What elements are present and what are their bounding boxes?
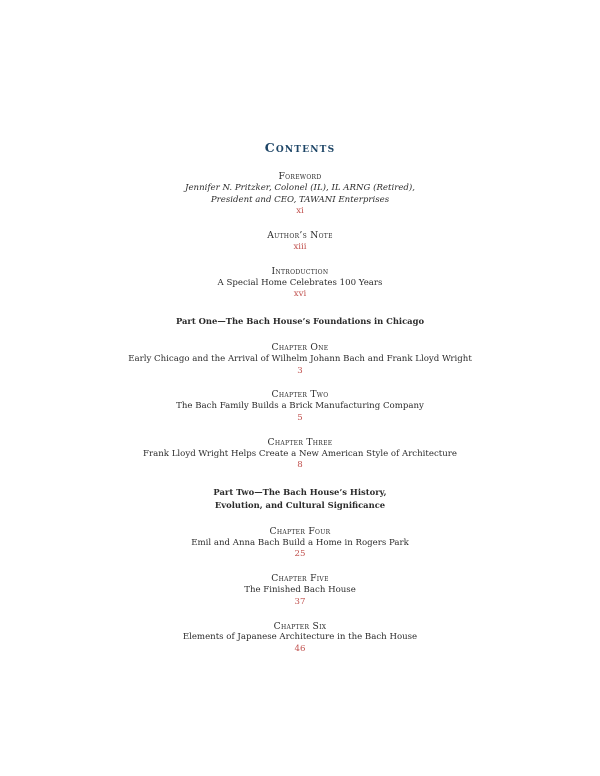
toc-part-one-title: Part One—The Bach House’s Foundations in Chicago	[175, 316, 425, 327]
toc-subtitle-chapter-two: The Bach Family Builds a Brick Manufacturing Company	[176, 401, 424, 412]
toc-subtitle-chapter-five: The Finished Bach House	[244, 584, 356, 595]
toc-page-authors-note[interactable]: xiii	[293, 241, 307, 252]
toc-entry-chapter-one	[0, 342, 600, 377]
toc-entry-chapter-three	[0, 437, 600, 472]
toc-part-two-line2: Evolution, and Cultural Significance	[214, 499, 386, 510]
toc-heading-authors-note: Author’s Note	[267, 230, 333, 242]
toc-subtitle-foreword-line2: President and CEO, TAWANI Enterprises	[210, 194, 390, 205]
toc-entry-chapter-six	[0, 621, 600, 656]
toc-entry-chapter-four	[0, 526, 600, 561]
toc-heading-chapter-six: Chapter Six	[273, 620, 327, 632]
toc-page-chapter-four[interactable]: 25	[294, 549, 306, 560]
page-title: Contents	[264, 140, 336, 155]
toc-entry-introduction	[0, 266, 600, 301]
toc-page-foreword[interactable]: xi	[296, 206, 304, 217]
toc-heading-chapter-four: Chapter Four	[269, 525, 331, 537]
toc-page-chapter-three[interactable]: 8	[297, 460, 303, 471]
toc-heading-introduction: Introduction	[271, 265, 329, 277]
toc-page-chapter-two[interactable]: 5	[297, 412, 303, 423]
toc-subtitle-introduction: A Special Home Celebrates 100 Years	[217, 277, 383, 288]
toc-entry-chapter-two	[0, 389, 600, 424]
toc-page-introduction[interactable]: xvi	[293, 289, 307, 300]
toc-heading-foreword: Foreword	[278, 171, 322, 182]
toc-page-chapter-one[interactable]: 3	[297, 365, 303, 376]
toc-subtitle-chapter-one: Early Chicago and the Arrival of Wilhelm Johann Bach and Frank Lloyd Wright	[128, 353, 472, 364]
toc-subtitle-chapter-three: Frank Lloyd Wright Helps Create a New American Style of Architecture	[143, 448, 457, 459]
toc-heading-chapter-one: Chapter One	[271, 341, 329, 353]
toc-entry-foreword	[0, 171, 600, 218]
toc-part-one	[0, 315, 600, 328]
table-of-contents	[0, 171, 600, 656]
toc-heading-chapter-three: Chapter Three	[267, 436, 333, 448]
toc-page-chapter-five[interactable]: 37	[294, 596, 306, 607]
toc-subtitle-foreword-line1: Jennifer N. Pritzker, Colonel (IL), IL ARNG (Retired),	[185, 182, 415, 193]
toc-heading-chapter-five: Chapter Five	[271, 573, 329, 585]
toc-page-chapter-six[interactable]: 46	[294, 644, 306, 655]
toc-heading-chapter-two: Chapter Two	[271, 389, 329, 401]
toc-subtitle-chapter-four: Emil and Anna Bach Build a Home in Rogers Park	[191, 537, 409, 548]
toc-entry-chapter-five	[0, 573, 600, 608]
toc-part-two-line1: Part Two—The Bach House’s History,	[213, 487, 387, 498]
toc-entry-authors-note	[0, 230, 600, 254]
toc-subtitle-chapter-six: Elements of Japanese Architecture in the Bach House	[182, 632, 418, 643]
toc-part-two	[0, 486, 600, 512]
